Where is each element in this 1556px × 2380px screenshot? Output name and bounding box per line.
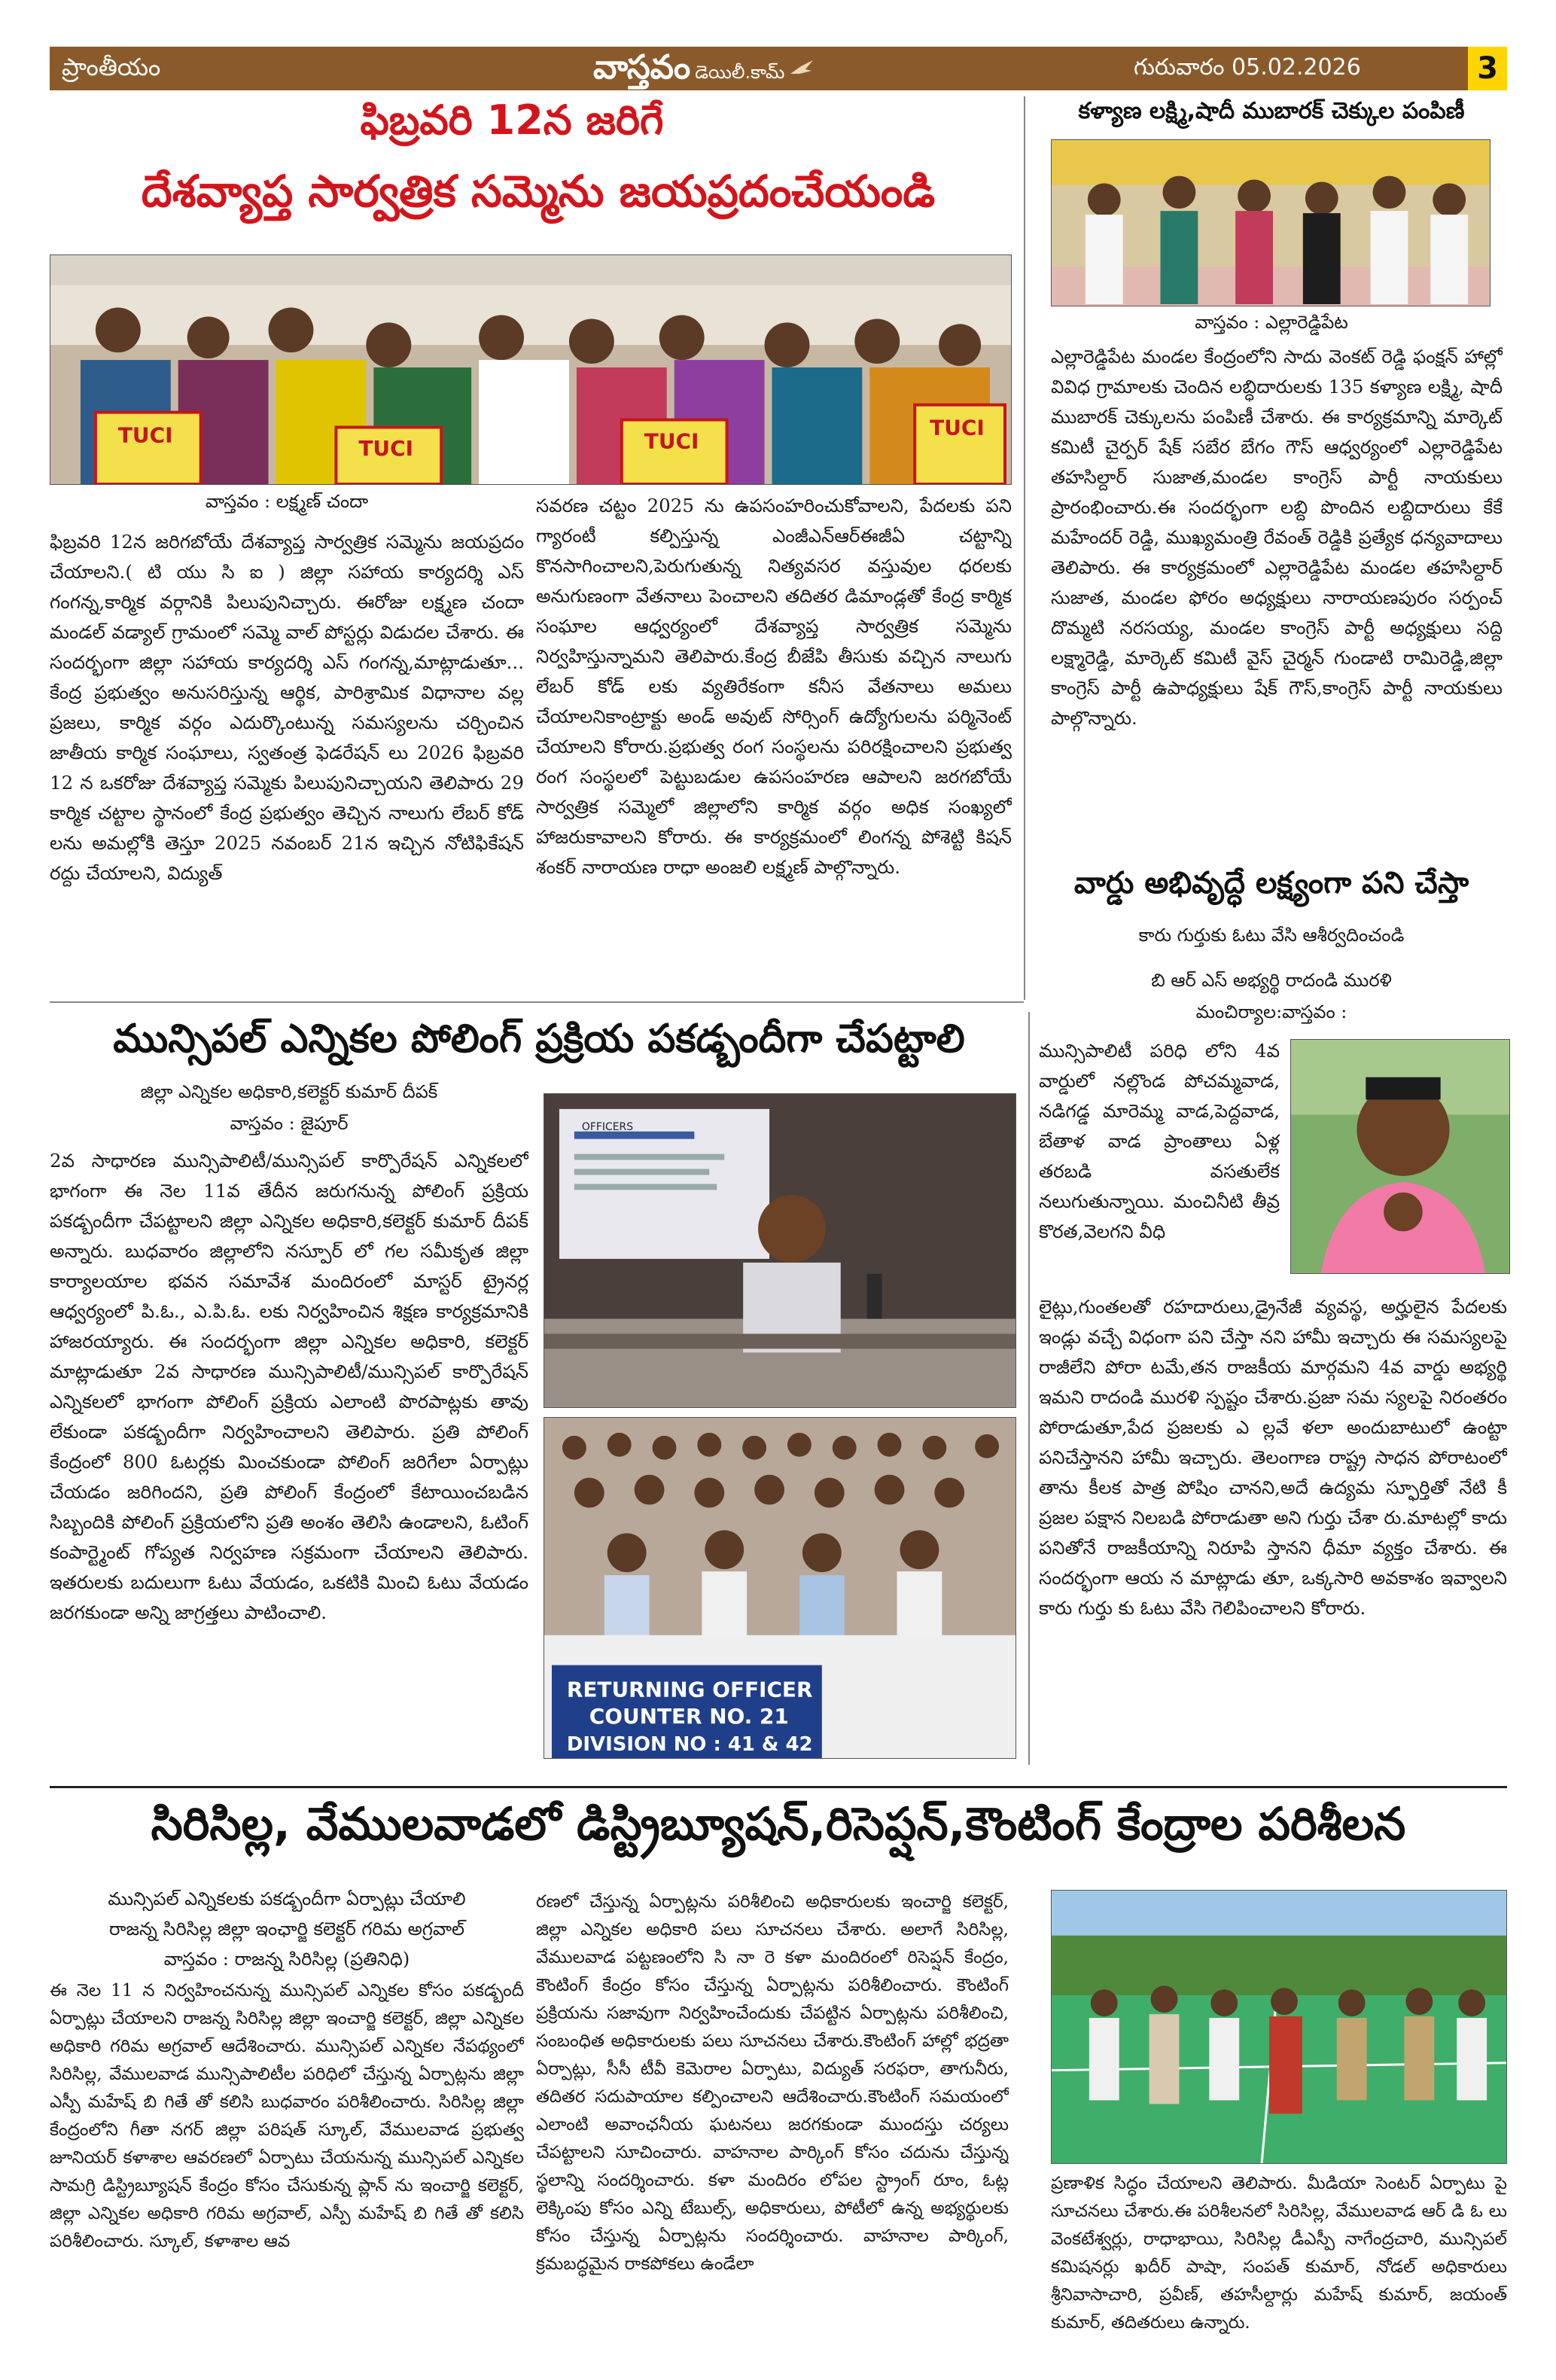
story5-photo <box>1051 1890 1507 2164</box>
story2-photo <box>1051 139 1491 306</box>
story5-credit: వాస్తవం : రాజన్న సిరిసిల్ల (ప్రతినిధి) <box>163 1949 410 1970</box>
paper-sub: డెయిలీ.కామ్ <box>695 62 785 83</box>
story4-body-tail <box>544 1762 1016 1777</box>
counter-sign-line2: COUNTER NO. 21 <box>589 1704 789 1729</box>
story4-photo-hall <box>544 1417 1016 1759</box>
story5-sub1: మున్సిపల్ ఎన్నికలకు పకడ్బందీగా ఏర్పాట్లు చేయాలి <box>108 1888 466 1909</box>
story3-candidate-photo <box>1290 1039 1510 1274</box>
placard-text: TUCI <box>930 415 985 440</box>
counter-sign-line1: RETURNING OFFICER <box>566 1677 813 1702</box>
story1-headline: దేశవ్యాప్త సార్వత్రిక సమ్మెను జయప్రదంచేయండి <box>141 166 936 217</box>
paper-logo <box>593 48 815 95</box>
story1-kicker: ఫిబ్రవరి 12న జరిగే <box>360 96 664 144</box>
section-divider <box>50 1786 1507 1788</box>
story3-headline: వార్డు అభివృద్ధే లక్ష్యంగా పని చేస్తా <box>1073 866 1469 900</box>
section-label: ప్రాంతీయం <box>62 53 161 81</box>
story4-photo-collector <box>544 1093 1016 1408</box>
story4-credit: వాస్తవం : జైపూర్ <box>230 1113 349 1134</box>
screen-text: OFFICERS <box>581 1120 634 1133</box>
bird-icon <box>789 59 815 80</box>
column-divider <box>1024 96 1025 1000</box>
story1-credit: వాస్తవం : లక్ష్మణ్ చందా <box>205 491 369 512</box>
story2-credit: వాస్తవం : ఎల్లారెడ్డిపేట <box>1195 312 1348 333</box>
counter-sign-line3: DIVISION NO : 41 & 42 <box>566 1733 813 1757</box>
story1-col2: సవరణ చట్టం 2025 ను ఉపసంహరించుకోవాలని, పేదలకు పని గ్యారంటీ కల్పిస్తున్న ఎంజీఎన్ఆర్ఈజీఏ చట్టాన్ని కొనసాగించాలని,పెరుగుతున్న నిత్యవసర వస్తువుల ధరలకు అనుగుణంగా వేతనాలు పెంచాలని తదితర డిమాండ్లతో కేంద్ర కార్మిక సంఘాల ఆధ్వర్యంలో దేశవ్యాప్త సార్వత్రిక సమ్మెను నిర్వహిస్తున్నామని తెలిపారు.కేంద్ర బీజేపి తీసుకు వచ్చిన నాలుగు లేబర్ కోడ్ లకు వ్యతిరేకంగా కనీస వేతనాలు అమలు చేయాలనికాంట్రాక్టు అండ్ అవుట్ సోర్సింగ్ ఉద్యోగులను పర్మినెంట్ చేయాలని కోరారు.ప్రభుత్వ రంగ సంస్థలను పరిరక్షించాలని ప్రభుత్వ రంగ సంస్థలలో పెట్టుబడుల ఉపసంహరణ ఆపాలని జరగబోయే సార్వత్రిక సమ్మెలో జిల్లాలోని కార్మిక వర్గం అధిక సంఖ్యలో హాజరుకావాలని కోరారు. ఈ కార్యక్రమంలో లింగన్న పోశెట్టి కిషన్ శంకర్ నారాయణ రాధా అంజలి లక్ష్మణ్ పాల్గొన్నారు. <box>536 495 1012 878</box>
placard-text: TUCI <box>358 436 414 462</box>
story1-col1: ఫిబ్రవరి 12న జరిగబోయే దేశవ్యాప్త సార్వత్రిక సమ్మెను జయప్రదం చేయాలని.( టి యు సి ఐ ) జిల్లా సహాయ కార్యదర్శి ఎస్ గంగన్న,కార్మిక వర్గానికి పిలుపునిచ్చారు. ఈరోజు లక్ష్మణ చందా మండల్ వడ్యాల్ గ్రామంలో సమ్మె వాల్ పోస్టర్లు విడుదల చేశారు. ఈ సందర్భంగా జిల్లా సహాయ కార్యదర్శి ఎస్ గంగన్న,మాట్లాడుతూ... కేంద్ర ప్రభుత్వం అనుసరిస్తున్న ఆర్థిక, పారిశ్రామిక విధానాల వల్ల ప్రజలు, కార్మిక వర్గం ఎదుర్కొంటున్న సమస్యలను చర్చించిన జాతీయ కార్మిక సంఘాలు, స్వతంత్ర ఫెడరేషన్ లు 2026 ఫిబ్రవరి 12 న ఒకరోజు దేశవ్యాప్త సమ్మెకు పిలుపునిచ్చాయని తెలిపారు 29 కార్మిక చట్టాల స్థానంలో కేంద్ర ప్రభుత్వం తెచ్చిన నాలుగు లేబర్ కోడ్ లను అమల్లోకి తెస్తూ 2025 నవంబర్ 21న ఇచ్చిన నోటిఫికేషన్ రద్దు చేయాలని, విద్యుత్ <box>50 531 524 884</box>
column-divider <box>1028 1012 1030 1765</box>
placard-text: TUCI <box>644 428 699 454</box>
story3-body-full: లైట్లు,గుంతలతో రహదారులు,డ్రైనేజీ వ్యవస్థ, అర్హులైన పేదలకు ఇండ్లు వచ్చే విధంగా పని చేస్తా నని హామీ ఇచ్చారు ఈ సమస్యలపై రాజీలేని పోరా టమే,తన రాజకీయ మార్గమని 4వ వార్డు అభ్యర్థి ఇమని రాదండి మురళి స్పష్టం చేశారు.ప్రజా సమ స్యలపై నిరంతరం పోరాడుతూ,పేద ప్రజలకు ఎ ల్లవే ళలా అందుబాటులో ఉంట్టా పనిచేస్తానని హామీ ఇచ్చారు. తెలంగాణ రాష్ట్ర సాధన పోరాటంలో తాను కీలక పాత్ర పోషిం చానని,అదే ఉద్యమ స్ఫూర్తితో నేటి కీ ప్రజల పక్షాన నిలబడి పోరాడుతా అని గుర్తు చేశా రు.మాటల్లో కాదు పనితోనే రాజకీయాన్ని నిరూపి స్తానని ధీమా వ్యక్తం చేశారు. ఈ సందర్భంగా ఆయ న మాట్లాడు తూ, ఒక్కసారి అవకాశం ఇవ్వాలని కారు గుర్తు కు ఓటు వేసి గెలిపించాలని కోరారు. <box>1039 1296 1507 1619</box>
paper-name: వాస్తవం <box>593 48 691 87</box>
story2-headline: కళ్యాణ లక్ష్మి,షాదీ ముబారక్ చెక్కుల పంపిణీ <box>1078 98 1465 124</box>
story5-col1: ఈ నెల 11 న నిర్వహించనున్న మున్సిపల్ ఎన్నికల కోసం పకడ్బందీ ఏర్పాట్లు చేయాలని రాజన్న సిరిసిల్ల జిల్లా ఇంచార్జి కలెక్టర్, జిల్లా ఎన్నికల అధికారి గరిమ అగ్రవాల్ ఆదేశించారు. మున్సిపల్ ఎన్నికల నేపథ్యంలో సిరిసిల్ల, వేములవాడ మున్సిపాలిటీల పరిధిలో చేస్తున్న ఏర్పాట్లను జిల్లా ఎస్పీ మహేష్ బి గితే తో కలిసి బుధవారం పరిశీలించారు. సిరిసిల్ల జిల్లా కేంద్రంలోని గీతా నగర్ జిల్లా పరిషత్ స్కూల్, వేములవాడ ప్రభుత్వ జూనియర్ కళాశాల ఆవరణలో ఏర్పాటు చేయనున్న మున్సిపల్ ఎన్నికల సామగ్రి డిస్ట్రిబ్యూషన్ కేంద్రం కోసం చేసుకున్న ప్లాన్ ను ఇంచార్జి కలెక్టర్, జిల్లా ఎన్నికల అధికారి గరిమ అగ్రవాల్, ఎస్పీ మహేష్ బి గితే తో కలిసి పరిశీలించారు. స్కూల్, కళాశాల ఆవ <box>50 1981 524 2251</box>
page-number: 3 <box>1468 47 1507 90</box>
story3-credit: మంచిర్యాల:వాస్తవం : <box>1195 1001 1347 1022</box>
story3-sub2: బి ఆర్ ఎస్ అభ్యర్థి రాదండి మురళి <box>1151 970 1392 991</box>
story1-photo <box>50 254 1012 485</box>
story5-col2: రణలో చేస్తున్న ఏర్పాట్లను పరిశీలించి అధికారులకు ఇంచార్జి కలెక్టర్, జిల్లా ఎన్నికల అధికారి పలు సూచనలు చేశారు. అలాగే సిరిసిల్ల, వేములవాడ పట్టణంలోని సి నా రె కళా మందిరంలో రిసెప్షన్ కేంద్రం, కౌంటింగ్ కేంద్రం కోసం చేస్తున్న ఏర్పాట్లను పరిశీలించారు. కౌంటింగ్ ప్రక్రియను సజావుగా నిర్వహించేందుకు చేపట్టిన ఏర్పాట్లను పరిశీలించి, సంబంధిత అధికారులకు పలు సూచనలు చేశారు.కౌంటింగ్ హాల్లో భద్రతా ఏర్పాట్లు, సీసీ టీవీ కెమెరాల ఏర్పాటు, విద్యుత్ సరఫరా, తాగునీరు, తదితర సదుపాయాల కల్పించాలని ఆదేశించారు.కౌంటింగ్ సమయంలో ఎలాంటి అవాంఛనీయ ఘటనలు జరగకుండా ముందస్తు చర్యలు చేపట్టాలని సూచించారు. వాహనాల పార్కింగ్ కోసం చదును చేస్తున్న స్థలాన్ని సందర్శించారు. కళా మందిరం లోపల స్ట్రాంగ్ రూం, ఓట్ల లెక్కింపు కోసం ఎన్ని టేబుల్స్, అధికారులు, పోటీలో ఉన్న అభ్యర్థులకు కోసం చేస్తున్న ఏర్పాట్లను సందర్శించారు. వాహనాల పార్కింగ్, క్రమబద్ధమైన రాకపోకలు ఉండేలా <box>536 1892 1009 2274</box>
story5-headline: సిరిసిల్ల, వేములవాడలో డిస్ట్రిబ్యూషన్,రిసెప్షన్,కౌంటింగ్ కేంద్రాల పరిశీలన <box>151 1798 1406 1851</box>
issue-date: గురువారం 05.02.2026 <box>1134 54 1361 81</box>
section-divider <box>50 1001 1024 1003</box>
story3-sub1: కారు గుర్తుకు ఓటు వేసి ఆశీర్వదించండి <box>1138 925 1405 946</box>
masthead <box>50 47 1507 90</box>
placard-text: TUCI <box>117 422 173 448</box>
story4-body: 2వ సాధారణ మున్సిపాలిటీ/మున్సిపల్ కార్పొరేషన్ ఎన్నికలలో భాగంగా ఈ నెల 11వ తేదీన జరుగనున్న పోలింగ్ ప్రక్రియ పకడ్బందీగా చేపట్టాలని జిల్లా ఎన్నికల అధికారి,కలెక్టర్ కుమార్ దీపక్ అన్నారు. బుధవారం జిల్లాలోని నస్పూర్ లో గల సమీకృత జిల్లా కార్యాలయాల భవన సమావేశ మందిరంలో మాస్టర్ ట్రైనర్ల ఆధ్వర్యంలో పి.ఓ., ఎ.పి.ఓ. లకు నిర్వహించిన శిక్షణ కార్యక్రమానికి హాజరయ్యారు. ఈ సందర్భంగా జిల్లా ఎన్నికల అధికారి, కలెక్టర్ మాట్లాడుతూ 2వ సాధారణ మున్సిపాలిటీ/మున్సిపల్ కార్పొరేషన్ ఎన్నికలలో భాగంగా పోలింగ్ ప్రక్రియ ఎలాంటి పొరపాట్లకు తావు లేకుండా పకడ్బందీగా నిర్వహించాలని తెలిపారు. ప్రతి పోలింగ్ కేంద్రంలో 800 ఓటర్లకు మించకుండా పోలింగ్ జరిగేలా ఏర్పాట్లు చేయడం జరిగిందని, ప్రతి పోలింగ్ కేంద్రంలో కేటాయించబడిన సిబ్బందికి పోలింగ్ ప్రక్రియలోని ప్రతి అంశం తెలిసి ఉండాలని, ఓటింగ్ కంపార్ట్మెంట్ గోప్యత నిర్వహణ సక్రమంగా చేయాలని తెలిపారు. ఇతరులకు బదులుగా ఓటు వేయడం, ఒకటికి మించి ఓటు వేయడం జరగకుండా అన్ని జాగ్రత్తలు పాటించాలి. <box>50 1150 528 1623</box>
story5-sub2: రాజన్న సిరిసిల్ల జిల్లా ఇంఛార్జి కలెక్టర్ గరిమ అగ్రవాల్ <box>108 1918 465 1940</box>
story2-body: ఎల్లారెడ్డిపేట మండల కేంద్రంలోని సాదు వెంకట్ రెడ్డి ఫంక్షన్ హాల్లో వివిధ గ్రామాలకు చెందిన లబ్ధిదారులకు 135 కళ్యాణ లక్ష్మి, షాదీ ముబారక్ చెక్కులను పంపిణీ చేశారు. ఈ కార్యక్రమాన్ని మార్కెట్ కమిటీ చైర్పర్ షేక్ సబేర బేగం గౌస్ ఆధ్వర్యంలో ఎల్లారెడ్డిపేట తహసిల్దార్ సుజాత,మండల కాంగ్రెస్ పార్టీ నాయకులు ప్రారంభించారు.ఈ సందర్భంగా లబ్ది పొందిన లబ్దిదారులు కేకే మహేందర్ రెడ్డి, ముఖ్యమంత్రి రేవంత్ రెడ్డికి ప్రత్యేక ధన్యవాదాలు తెలిపారు. ఈ కార్యక్రమంలో ఎల్లారెడ్డిపేట మండల తహసిల్దార్ సుజాత, మండల ఫోరం అధ్యక్షులు నారాయణపురం సర్పంచ్ దొమ్మటి నరసయ్య, మండల కాంగ్రెస్ పార్టీ అధ్యక్షులు సద్ది లక్ష్మారెడ్డి, మార్కెట్ కమిటీ వైస్ చైర్మన్ గుండాటి రామిరెడ్డి,జిల్లా కాంగ్రెస్ పార్టీ ఉపాధ్యక్షులు షేక్ గౌస్,కాంగ్రెస్ పార్టీ నాయకులు పాల్గొన్నారు. <box>1051 346 1503 729</box>
story4-sub: జిల్లా ఎన్నికల అధికారి,కలెక్టర్ కుమార్ దీపక్ <box>140 1081 438 1102</box>
story4-headline: మున్సిపల్ ఎన్నికల పోలింగ్ ప్రక్రియ పకడ్బందీగా చేపట్టాలి <box>113 1016 965 1062</box>
story3-body-narrow: మున్సిపాలిటీ పరిధి లోని 4వ వార్డులో నల్లొండ పోచమ్మవాడ, నడిగడ్డ మారెమ్మ వాడ,పెద్దవాడ, బేతాళ వాడ ప్రాంతాలు ఏళ్ల తరబడి వసతులేక నలుగుతున్నాయి. మంచినీటి తీవ్ర కొరత,వెలగని వీధి <box>1039 1040 1280 1242</box>
story5-col3: ప్రణాళిక సిద్ధం చేయాలని తెలిపారు. మీడియా సెంటర్ ఏర్పాటు పై సూచనలు చేశారు.ఈ పరిశీలనలో సిరిసిల్ల, వేములవాడ ఆర్ డి ఓ లు వెంకటేశ్వర్లు, రాధాభాయి, సిరిసిల్ల డీఎస్పీ నాగేంద్రచారి, మున్సిపల్ కమిషనర్లు ఖదీర్ పాషా, సంపత్ కుమార్, నోడల్ అధికారులు శ్రీనివాసాచారి, ప్రవీణ్, తహసీల్దార్లు మహేష్ కుమార్, జయంత్ కుమార్, తదితరులు ఉన్నారు. <box>1051 2174 1507 2333</box>
